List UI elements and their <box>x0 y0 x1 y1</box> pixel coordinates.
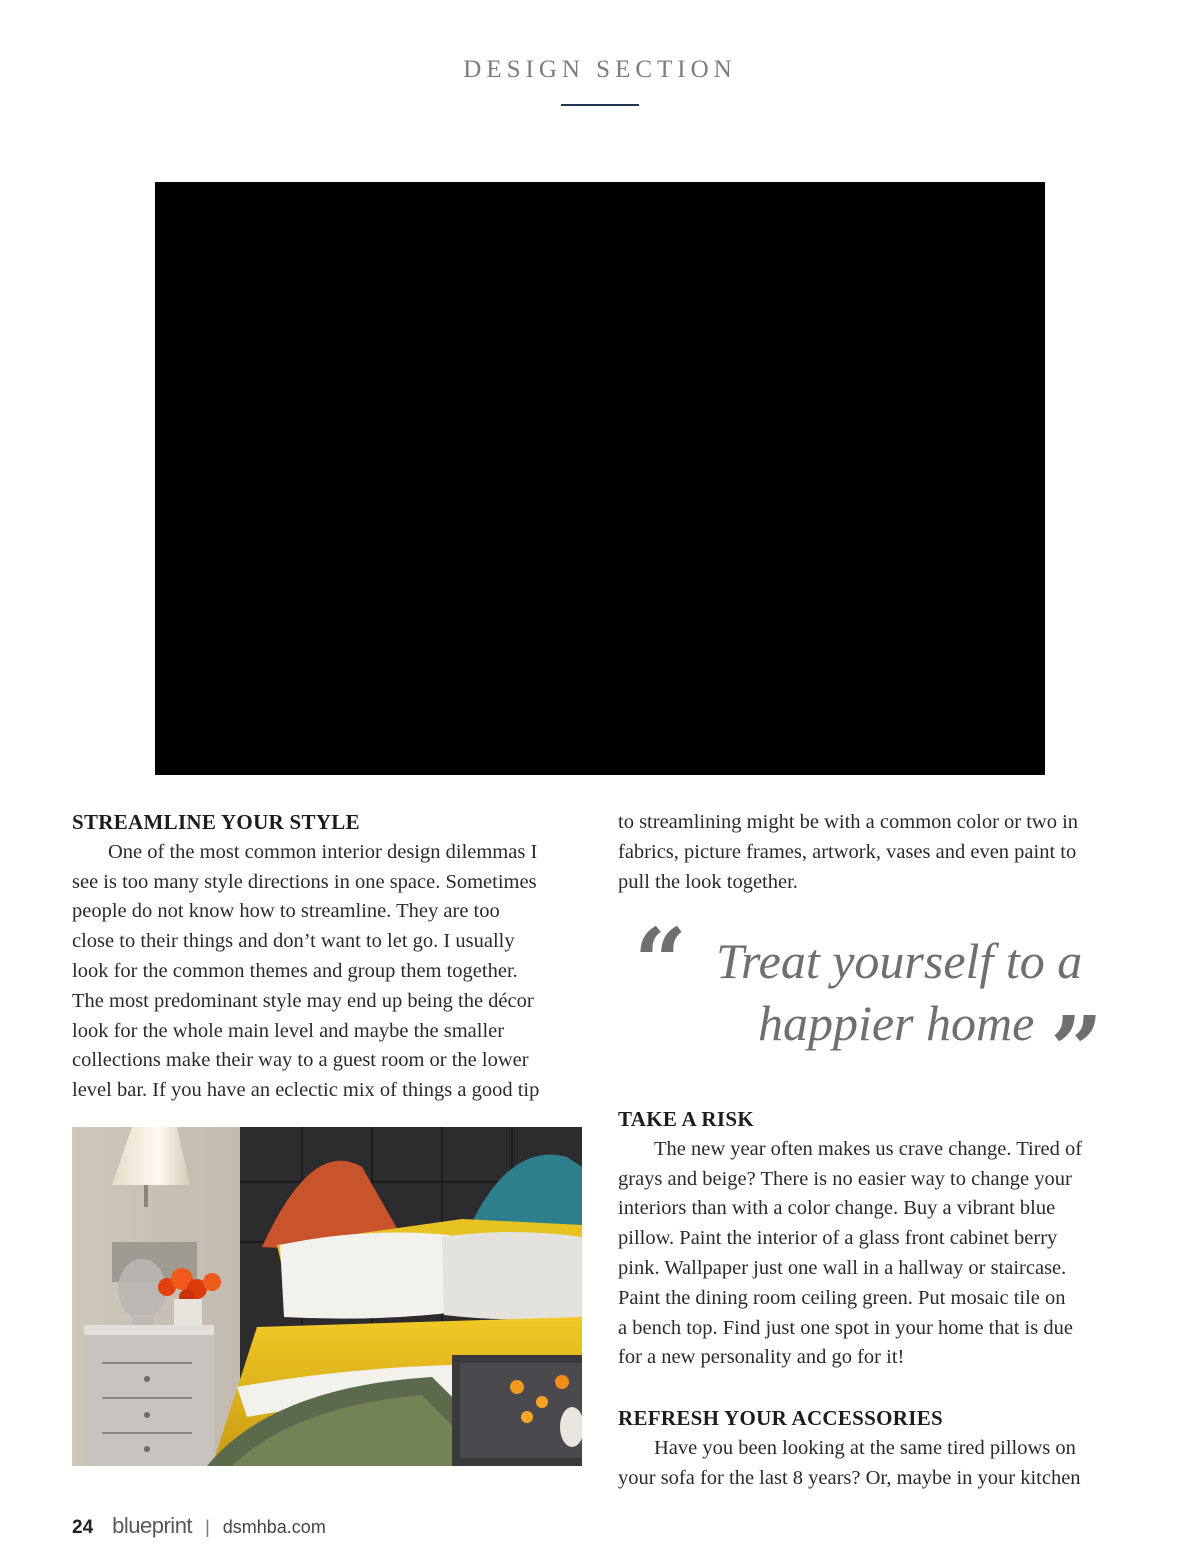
body-line: Paint the dining room ceiling green. Put mosaic tile on <box>618 1286 1066 1309</box>
body-line: for a new personality and go for it! <box>618 1346 905 1369</box>
streamline-heading: STREAMLINE YOUR STYLE <box>72 810 360 834</box>
body-line: grays and beige? There is no easier way to change your <box>618 1167 1072 1190</box>
refresh-accessories-section <box>618 1404 1138 1493</box>
header-divider <box>561 104 639 106</box>
open-quote-icon: “ <box>634 908 687 1016</box>
section-label: DESIGN SECTION <box>463 56 737 83</box>
body-line: look for the whole main level and maybe the smaller <box>72 1019 505 1042</box>
body-line: The new year often makes us crave change. Tired of <box>654 1137 1083 1160</box>
body-line: interiors than with a color change. Buy a vibrant blue <box>618 1197 1056 1220</box>
body-line: look for the common themes and group them together. <box>72 959 518 982</box>
body-line: Have you been looking at the same tired pillows on <box>654 1436 1076 1459</box>
brand-logo: blueprint <box>112 1513 193 1538</box>
refresh-heading: REFRESH YOUR ACCESSORIES <box>618 1406 943 1430</box>
body-line: The most predominant style may end up being the décor <box>72 989 534 1012</box>
body-line: level bar. If you have an eclectic mix of things a good tip <box>72 1079 540 1102</box>
page-number: 24 <box>72 1517 94 1538</box>
body-line: collections make their way to a guest room or the lower <box>72 1049 529 1072</box>
hero-image <box>155 182 1045 775</box>
body-line: people do not know how to streamline. They are too <box>72 900 500 923</box>
website-link[interactable]: dsmhba.com <box>222 1517 326 1537</box>
body-line: see is too many style directions in one space. Sometimes <box>72 870 537 893</box>
page-footer <box>72 1513 326 1539</box>
body-line: your sofa for the last 8 years? Or, maybe in your kitchen <box>618 1466 1081 1489</box>
body-line: pink. Wallpaper just one wall in a hallway or staircase. <box>618 1256 1067 1279</box>
pull-quote-line: Treat yourself to a <box>716 933 1083 989</box>
body-line: close to their things and don’t want to let go. I usually <box>72 930 515 953</box>
body-line: to streamlining might be with a common color or two in <box>618 811 1079 833</box>
body-line: One of the most common interior design dilemmas I <box>108 840 538 863</box>
close-quote-icon: ” <box>1050 996 1103 1104</box>
streamline-continuation <box>618 808 1138 897</box>
bedroom-photo <box>72 1127 582 1466</box>
pull-quote-line: happier home <box>758 995 1035 1051</box>
take-a-risk-section <box>618 1105 1138 1373</box>
take-a-risk-heading: TAKE A RISK <box>618 1107 754 1131</box>
streamline-section <box>72 808 584 1106</box>
body-line: fabrics, picture frames, artwork, vases and even paint to <box>618 840 1077 863</box>
body-line: pillow. Paint the interior of a glass front cabinet berry <box>618 1227 1058 1250</box>
body-line: pull the look together. <box>618 870 798 893</box>
footer-separator: | <box>205 1517 210 1537</box>
pull-quote <box>630 908 1130 1104</box>
body-line: a bench top. Find just one spot in your home that is due <box>618 1316 1073 1339</box>
